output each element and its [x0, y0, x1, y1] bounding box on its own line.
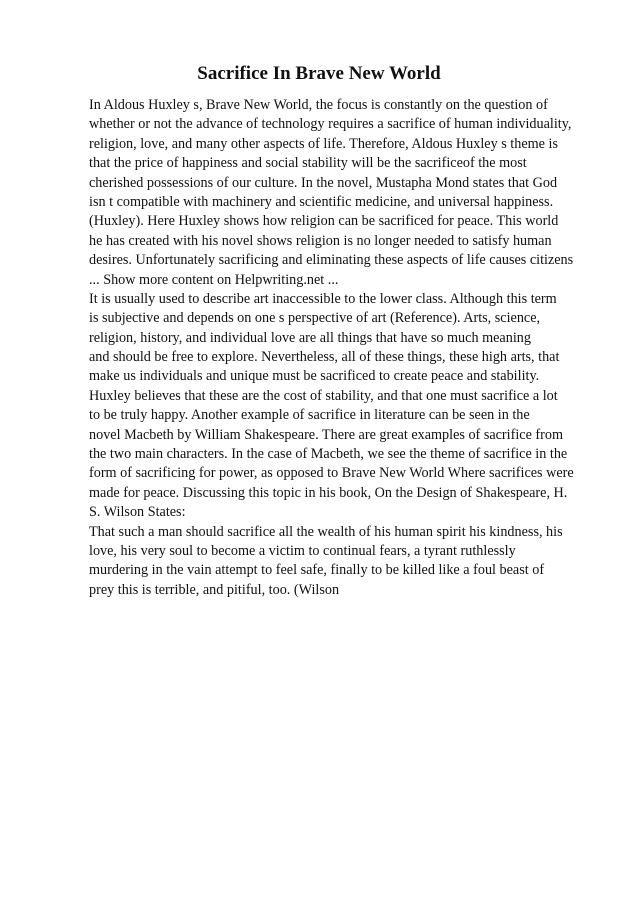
body-line: form of sacrificing for power, as opposed to Brave New World Where sacrifices were — [89, 465, 574, 482]
body-line: (Huxley). Here Huxley shows how religion can be sacrificed for peace. This world — [89, 213, 559, 230]
body-line: desires. Unfortunately sacrificing and eliminating these aspects of life causes citizens — [89, 252, 574, 269]
body-line: religion, love, and many other aspects of life. Therefore, Aldous Huxley s theme is — [89, 135, 558, 152]
body-line: cherished possessions of our culture. In the novel, Mustapha Mond states that God — [89, 174, 558, 191]
document-body — [89, 96, 609, 600]
body-line: It is usually used to describe art inaccessible to the lower class. Although this term — [89, 290, 557, 307]
body-line: isn t compatible with machinery and scientific medicine, and universal happiness. — [89, 193, 554, 210]
body-line: S. Wilson States: — [89, 504, 186, 521]
body-line: religion, history, and individual love are all things that have so much meaning — [89, 329, 531, 346]
body-line: that the price of happiness and social stability will be the sacrificeof the most — [89, 155, 527, 172]
body-line: to be truly happy. Another example of sacrifice in literature can be seen in the — [89, 407, 530, 424]
body-line: make us individuals and unique must be sacrificed to create peace and stability. — [89, 368, 540, 385]
body-line: is subjective and depends on one s perspective of art (Reference). Arts, science, — [89, 310, 541, 327]
document-title: Sacrifice In Brave New World — [197, 63, 441, 84]
body-line: novel Macbeth by William Shakespeare. There are great examples of sacrifice from — [89, 426, 563, 443]
body-line: Huxley believes that these are the cost of stability, and that one must sacrifice a lot — [89, 387, 558, 404]
body-line: In Aldous Huxley s, Brave New World, the focus is constantly on the question of — [89, 97, 548, 113]
body-line: murdering in the vain attempt to feel safe, finally to be killed like a foul beast of — [89, 562, 545, 579]
body-line: That such a man should sacrifice all the wealth of his human spirit his kindness, his — [89, 523, 563, 540]
body-line: love, his very soul to become a victim to continual fears, a tyrant ruthlessly — [89, 542, 516, 559]
body-line: he has created with his novel shows religion is no longer needed to satisfy human — [89, 232, 552, 249]
body-line: whether or not the advance of technology requires a sacrifice of human individuality, — [89, 116, 572, 133]
body-line: made for peace. Discussing this topic in his book, On the Design of Shakespeare, H. — [89, 484, 568, 501]
body-line: and should be free to explore. Nevertheless, all of these things, these high arts, that — [89, 349, 560, 366]
show-more-link[interactable]: ... Show more content on Helpwriting.net ... — [89, 271, 339, 288]
body-line: the two main characters. In the case of Macbeth, we see the theme of sacrifice in the — [89, 446, 568, 463]
body-line: prey this is terrible, and pitiful, too. (Wilson — [89, 581, 340, 598]
